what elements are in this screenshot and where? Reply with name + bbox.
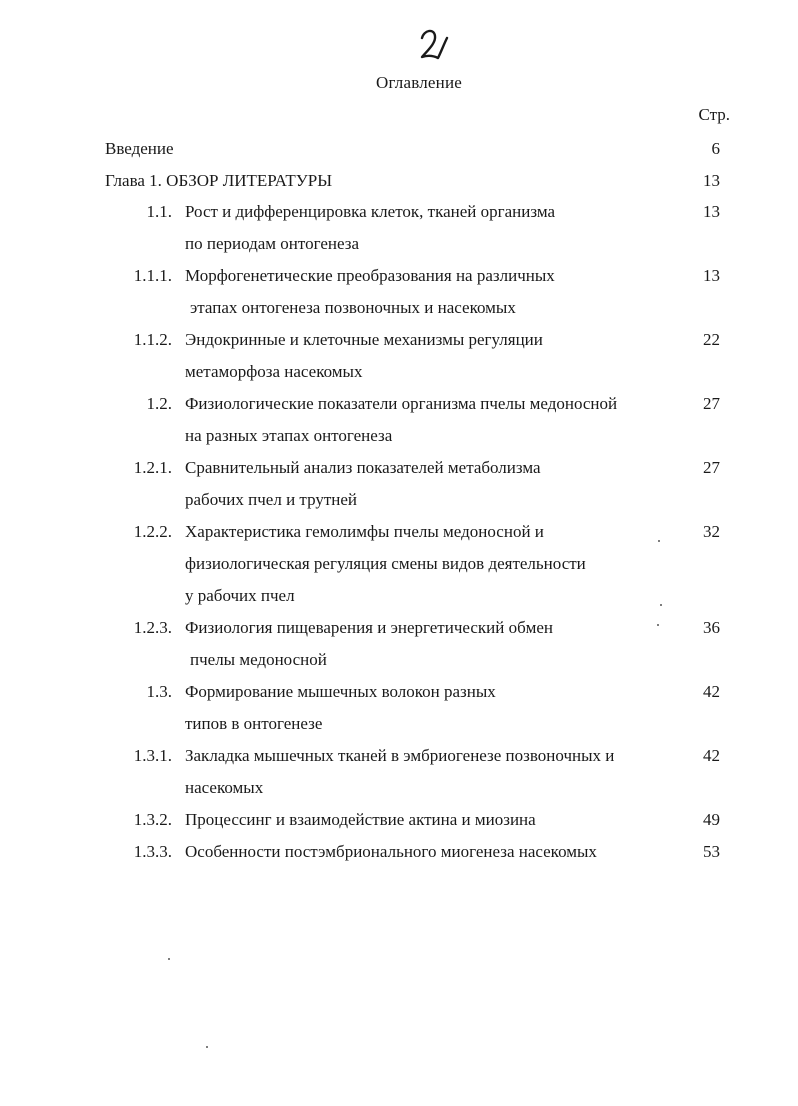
toc-entry-text: физиологическая регуляция смены видов деятельности [185,554,586,573]
toc-entry [0,169,798,193]
toc-entry-text: пчелы медоносной [190,650,327,669]
toc-entry-number: 1.1.1. [133,266,172,285]
toc-entry-text: этапах онтогенеза позвоночных и насекомых [190,298,516,317]
toc-entry-text: по периодам онтогенеза [185,234,360,253]
toc-entry-text: метаморфоза насекомых [185,362,363,381]
toc-entry-continuation [0,552,798,576]
toc-entry-number: 1.3.2. [133,810,172,829]
scan-speck [660,604,662,606]
toc-entry-text: Процессинг и взаимодействие актина и миозина [185,810,536,829]
toc-entry [0,137,798,161]
scan-speck [206,1046,208,1048]
toc-entry-text: на разных этапах онтогенеза [185,426,393,445]
toc-entry-page: 32 [703,522,720,541]
toc-entry [0,520,798,544]
toc-entry-text: Глава 1. ОБЗОР ЛИТЕРАТУРЫ [105,171,333,190]
toc-entry-number: 1.1.2. [133,330,172,349]
toc-entry-text: Рост и дифференцировка клеток, тканей организма [185,202,556,221]
toc-entry-page: 6 [711,139,720,158]
handwritten-page-number [400,22,460,66]
scan-speck [168,958,170,960]
toc-entry-number: 1.2.2. [133,522,172,541]
toc-entry-page: 42 [703,682,720,701]
toc-entry-page: 36 [703,618,720,637]
toc-entry-text: Особенности постэмбрионального миогенеза насекомых [185,842,597,861]
toc-entry-number: 1.3. [146,682,172,701]
toc-entry-text: Физиологические показатели организма пчелы медоносной [185,394,618,413]
toc-entry-page: 13 [703,171,720,190]
toc-entry-continuation [0,648,798,672]
toc-entry-continuation [0,296,798,320]
toc-entry-number: 1.3.3. [133,842,172,861]
toc-entry-number: 1.1. [146,202,172,221]
toc-entry-text: Сравнительный анализ показателей метаболизма [185,458,541,477]
toc-entry-text: Формирование мышечных волокон разных [185,682,496,701]
toc-entry-text: насекомых [185,778,264,797]
page-number-text [400,22,401,23]
toc-entry [0,328,798,352]
toc-entry-text: Морфогенетические преобразования на различных [185,266,555,285]
toc-entry-text: у рабочих пчел [185,586,295,605]
toc-entry-continuation [0,712,798,736]
toc-entry-continuation [0,360,798,384]
toc-entry-text: Характеристика гемолимфы пчелы медоносной и [185,522,544,541]
toc-entry-text: Закладка мышечных тканей в эмбриогенезе позвоночных и [185,746,615,765]
toc-entry [0,264,798,288]
scan-speck [658,540,660,542]
toc-entry [0,616,798,640]
toc-entry-page: 22 [703,330,720,349]
toc-entry-number: 1.2.3. [133,618,172,637]
toc-entry-text: Введение [105,139,174,158]
toc-entry-number: 1.2. [146,394,172,413]
toc-entry [0,680,798,704]
toc-entry-continuation [0,488,798,512]
toc-entry-page: 13 [703,202,720,221]
toc-entry [0,456,798,480]
toc-entry-text: Физиология пищеварения и энергетический обмен [185,618,553,637]
toc-entry-page: 27 [703,458,720,477]
toc-entry [0,840,798,864]
toc-entry-page: 53 [703,842,720,861]
scan-speck [657,624,659,626]
toc-entry-page: 27 [703,394,720,413]
toc-entry [0,200,798,224]
handwritten-digit-icon [400,22,460,66]
toc-entry-text: рабочих пчел и трутней [185,490,358,509]
toc-entry-page: 49 [703,810,720,829]
page-column-header: Стр. [698,105,730,124]
toc-entry [0,392,798,416]
toc-entry-page: 42 [703,746,720,765]
toc-entry-continuation [0,424,798,448]
toc-entry-page: 13 [703,266,720,285]
toc-entry-continuation [0,232,798,256]
toc-entry-number: 1.3.1. [133,746,172,765]
toc-entry-continuation [0,776,798,800]
toc-entry-text: Эндокринные и клеточные механизмы регуляции [185,330,543,349]
toc-entry [0,744,798,768]
toc-entry [0,808,798,832]
toc-title: Оглавление [376,73,462,92]
toc-entry-text: типов в онтогенезе [185,714,323,733]
toc-entry-continuation [0,584,798,608]
toc-entry-number: 1.2.1. [133,458,172,477]
